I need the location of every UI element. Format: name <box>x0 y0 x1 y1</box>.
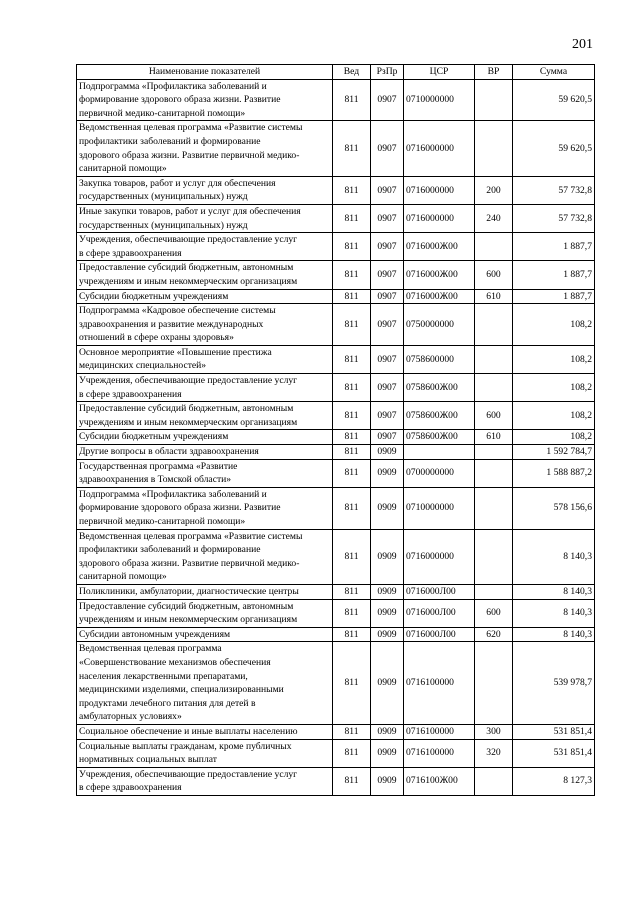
table-row <box>77 599 595 627</box>
table-row <box>77 767 595 795</box>
cell-rzpr: 0907 <box>371 430 404 445</box>
cell-rzpr: 0909 <box>371 724 404 739</box>
cell-sum: 57 732,8 <box>513 176 595 204</box>
cell-ved: 811 <box>333 233 371 261</box>
cell-vr: 610 <box>475 289 513 304</box>
cell-name: Субсидии автономным учреждениям <box>77 627 333 642</box>
header-sum: Сумма <box>513 65 595 80</box>
table-row <box>77 402 595 430</box>
cell-sum: 1 887,7 <box>513 289 595 304</box>
table-row <box>77 374 595 402</box>
cell-vr: 200 <box>475 176 513 204</box>
cell-name: Субсидии бюджетным учреждениям <box>77 289 333 304</box>
cell-rzpr: 0907 <box>371 289 404 304</box>
cell-name: Ведомственная целевая программа «Развитие системы профилактики заболеваний и формирование здорового образа жизни. Развитие первичной медико- санитарной помощи» <box>77 121 333 176</box>
cell-csr: 0710000000 <box>404 487 475 529</box>
cell-ved: 811 <box>333 487 371 529</box>
table-row <box>77 627 595 642</box>
cell-sum: 108,2 <box>513 345 595 373</box>
cell-sum: 1 592 784,7 <box>513 445 595 460</box>
cell-ved: 811 <box>333 627 371 642</box>
cell-csr <box>404 445 475 460</box>
cell-ved: 811 <box>333 176 371 204</box>
table-row <box>77 176 595 204</box>
table-row <box>77 739 595 767</box>
table-row <box>77 459 595 487</box>
cell-rzpr: 0907 <box>371 79 404 121</box>
cell-name: Социальные выплаты гражданам, кроме публичных нормативных социальных выплат <box>77 739 333 767</box>
cell-sum: 1 588 887,2 <box>513 459 595 487</box>
cell-ved: 811 <box>333 529 371 584</box>
cell-rzpr: 0907 <box>371 176 404 204</box>
cell-name: Предоставление субсидий бюджетным, автономным учреждениям и иным некоммерческим организациям <box>77 599 333 627</box>
cell-ved: 811 <box>333 767 371 795</box>
cell-rzpr: 0907 <box>371 374 404 402</box>
cell-ved: 811 <box>333 374 371 402</box>
cell-vr <box>475 79 513 121</box>
header-name: Наименование показателей <box>77 65 333 80</box>
cell-sum: 59 620,5 <box>513 121 595 176</box>
table-row <box>77 233 595 261</box>
table-row <box>77 345 595 373</box>
cell-vr <box>475 459 513 487</box>
cell-ved: 811 <box>333 739 371 767</box>
cell-csr: 0716100000 <box>404 642 475 725</box>
cell-name: Учреждения, обеспечивающие предоставление услуг в сфере здравоохранения <box>77 233 333 261</box>
table-row <box>77 261 595 289</box>
cell-vr: 300 <box>475 724 513 739</box>
cell-ved: 811 <box>333 204 371 232</box>
cell-rzpr: 0909 <box>371 642 404 725</box>
table-header-row <box>77 65 595 80</box>
cell-ved: 811 <box>333 79 371 121</box>
cell-csr: 0716000Л00 <box>404 599 475 627</box>
cell-vr: 320 <box>475 739 513 767</box>
header-csr: ЦСР <box>404 65 475 80</box>
cell-name: Ведомственная целевая программа «Совершенствование механизмов обеспечения населения лекарственными препаратами, медицинскими изделиями, специализированными продуктами лечебного питания для детей в амбулаторных условиях» <box>77 642 333 725</box>
cell-csr: 0700000000 <box>404 459 475 487</box>
cell-name: Учреждения, обеспечивающие предоставление услуг в сфере здравоохранения <box>77 767 333 795</box>
header-ved: Вед <box>333 65 371 80</box>
cell-sum: 8 140,3 <box>513 627 595 642</box>
table-row <box>77 642 595 725</box>
cell-csr: 0716000Л00 <box>404 627 475 642</box>
cell-name: Подпрограмма «Профилактика заболеваний и формирование здорового образа жизни. Развитие первичной медико-санитарной помощи» <box>77 79 333 121</box>
table-row <box>77 79 595 121</box>
cell-rzpr: 0909 <box>371 599 404 627</box>
table-body <box>77 79 595 795</box>
table-row <box>77 584 595 599</box>
cell-rzpr: 0907 <box>371 402 404 430</box>
cell-rzpr: 0909 <box>371 739 404 767</box>
cell-ved: 811 <box>333 402 371 430</box>
table-row <box>77 487 595 529</box>
cell-sum: 108,2 <box>513 304 595 346</box>
cell-ved: 811 <box>333 584 371 599</box>
cell-csr: 0716100000 <box>404 724 475 739</box>
cell-vr <box>475 642 513 725</box>
table-row <box>77 204 595 232</box>
cell-name: Предоставление субсидий бюджетным, автономным учреждениям и иным некоммерческим организациям <box>77 402 333 430</box>
cell-name: Учреждения, обеспечивающие предоставление услуг в сфере здравоохранения <box>77 374 333 402</box>
cell-sum: 8 140,3 <box>513 599 595 627</box>
cell-sum: 8 140,3 <box>513 584 595 599</box>
table-row <box>77 430 595 445</box>
cell-ved: 811 <box>333 345 371 373</box>
cell-rzpr: 0907 <box>371 304 404 346</box>
cell-vr: 600 <box>475 402 513 430</box>
cell-sum: 108,2 <box>513 402 595 430</box>
cell-name: Другие вопросы в области здравоохранения <box>77 445 333 460</box>
cell-vr <box>475 374 513 402</box>
cell-rzpr: 0907 <box>371 261 404 289</box>
cell-csr: 0716000000 <box>404 529 475 584</box>
cell-rzpr: 0907 <box>371 121 404 176</box>
cell-ved: 811 <box>333 121 371 176</box>
cell-sum: 8 140,3 <box>513 529 595 584</box>
cell-ved: 811 <box>333 289 371 304</box>
cell-ved: 811 <box>333 724 371 739</box>
cell-vr <box>475 345 513 373</box>
cell-csr: 0716000Ж00 <box>404 261 475 289</box>
cell-name: Государственная программа «Развитие здравоохранения в Томской области» <box>77 459 333 487</box>
cell-vr: 240 <box>475 204 513 232</box>
cell-sum: 8 127,3 <box>513 767 595 795</box>
header-rzpr: РзПр <box>371 65 404 80</box>
cell-name: Иные закупки товаров, работ и услуг для обеспечения государственных (муниципальных) нужд <box>77 204 333 232</box>
header-vr: ВР <box>475 65 513 80</box>
cell-csr: 0716000000 <box>404 204 475 232</box>
cell-ved: 811 <box>333 599 371 627</box>
cell-ved: 811 <box>333 459 371 487</box>
cell-sum: 108,2 <box>513 430 595 445</box>
table-row <box>77 529 595 584</box>
cell-rzpr: 0909 <box>371 459 404 487</box>
cell-vr <box>475 584 513 599</box>
cell-sum: 59 620,5 <box>513 79 595 121</box>
cell-vr <box>475 233 513 261</box>
cell-name: Подпрограмма «Кадровое обеспечение системы здравоохранения и развитие международных отношений в сфере охраны здоровья» <box>77 304 333 346</box>
cell-csr: 0758600Ж00 <box>404 374 475 402</box>
cell-vr <box>475 767 513 795</box>
cell-rzpr: 0909 <box>371 487 404 529</box>
cell-csr: 0710000000 <box>404 79 475 121</box>
cell-name: Социальное обеспечение и иные выплаты населению <box>77 724 333 739</box>
cell-ved: 811 <box>333 430 371 445</box>
cell-rzpr: 0909 <box>371 445 404 460</box>
cell-vr: 600 <box>475 261 513 289</box>
cell-vr <box>475 487 513 529</box>
page-number: 201 <box>572 37 593 52</box>
cell-sum: 1 887,7 <box>513 233 595 261</box>
table-row <box>77 724 595 739</box>
cell-csr: 0716100Ж00 <box>404 767 475 795</box>
cell-vr <box>475 445 513 460</box>
cell-ved: 811 <box>333 642 371 725</box>
cell-ved: 811 <box>333 304 371 346</box>
cell-csr: 0716000000 <box>404 121 475 176</box>
cell-name: Предоставление субсидий бюджетным, автономным учреждениям и иным некоммерческим организациям <box>77 261 333 289</box>
cell-rzpr: 0909 <box>371 584 404 599</box>
table-row <box>77 445 595 460</box>
cell-sum: 531 851,4 <box>513 739 595 767</box>
cell-csr: 0716000Ж00 <box>404 289 475 304</box>
budget-table <box>76 64 595 796</box>
cell-sum: 1 887,7 <box>513 261 595 289</box>
cell-name: Субсидии бюджетным учреждениям <box>77 430 333 445</box>
cell-vr: 610 <box>475 430 513 445</box>
cell-sum: 578 156,6 <box>513 487 595 529</box>
cell-csr: 0758600Ж00 <box>404 402 475 430</box>
cell-csr: 0716000000 <box>404 176 475 204</box>
cell-rzpr: 0909 <box>371 627 404 642</box>
cell-ved: 811 <box>333 261 371 289</box>
cell-ved: 811 <box>333 445 371 460</box>
cell-csr: 0716100000 <box>404 739 475 767</box>
table-row <box>77 304 595 346</box>
cell-sum: 57 732,8 <box>513 204 595 232</box>
cell-name: Ведомственная целевая программа «Развитие системы профилактики заболеваний и формирование здорового образа жизни. Развитие первичной медико- санитарной помощи» <box>77 529 333 584</box>
cell-name: Подпрограмма «Профилактика заболеваний и формирование здорового образа жизни. Развитие первичной медико-санитарной помощи» <box>77 487 333 529</box>
cell-csr: 0716000Л00 <box>404 584 475 599</box>
cell-vr <box>475 121 513 176</box>
cell-vr <box>475 304 513 346</box>
cell-sum: 108,2 <box>513 374 595 402</box>
cell-sum: 531 851,4 <box>513 724 595 739</box>
table-row <box>77 289 595 304</box>
cell-vr <box>475 529 513 584</box>
cell-rzpr: 0907 <box>371 345 404 373</box>
cell-csr: 0758600000 <box>404 345 475 373</box>
cell-rzpr: 0907 <box>371 233 404 261</box>
cell-rzpr: 0907 <box>371 204 404 232</box>
cell-name: Основное мероприятие «Повышение престижа медицинских специальностей» <box>77 345 333 373</box>
cell-sum: 539 978,7 <box>513 642 595 725</box>
cell-name: Поликлиники, амбулатории, диагностические центры <box>77 584 333 599</box>
cell-name: Закупка товаров, работ и услуг для обеспечения государственных (муниципальных) нужд <box>77 176 333 204</box>
table-row <box>77 121 595 176</box>
cell-vr: 600 <box>475 599 513 627</box>
cell-csr: 0750000000 <box>404 304 475 346</box>
cell-csr: 0716000Ж00 <box>404 233 475 261</box>
cell-rzpr: 0909 <box>371 529 404 584</box>
cell-csr: 0758600Ж00 <box>404 430 475 445</box>
cell-rzpr: 0909 <box>371 767 404 795</box>
cell-vr: 620 <box>475 627 513 642</box>
